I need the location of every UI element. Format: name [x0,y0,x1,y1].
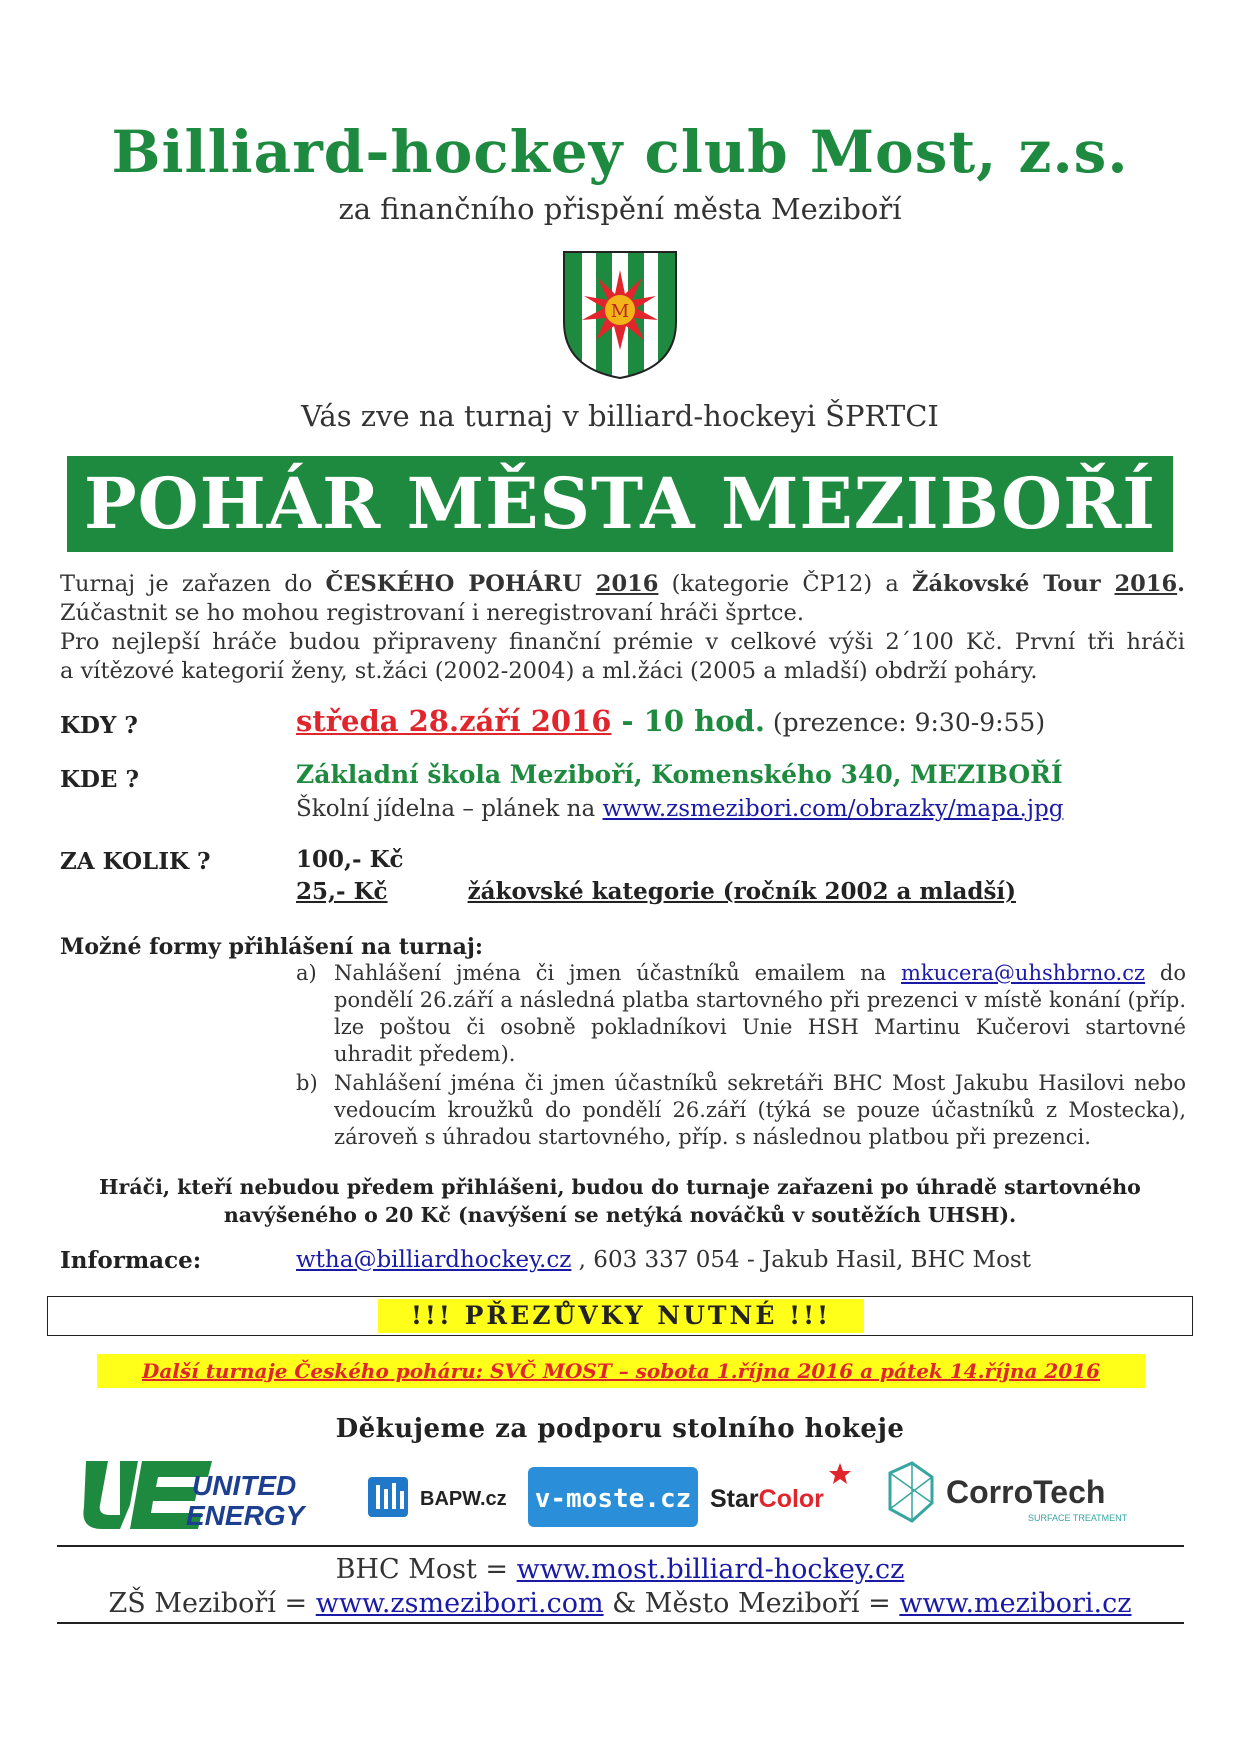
fee-label: ZA KOLIK ? [60,848,211,875]
registration-title: Možné formy přihlášení na turnaj: [60,934,483,960]
united-text: UNITED [192,1470,297,1501]
registration-option-b: b) Nahlášení jména či jmen účastníků sekretáři BHC Most Jakubu Hasilovi nebo vedoucím kroužků do pondělí 26.září (týká se pouze účastníků z Mostecka), zároveň s úhradou startovného, příp. s následnou platbou při prezenci. [296,1071,1186,1149]
bapw-text: BAPW.cz [420,1488,507,1510]
town-crest-icon [562,250,678,380]
info-label: Informace: [60,1247,202,1274]
bhc-website-link[interactable]: www.most.billiard-hockey.cz [516,1554,905,1585]
next-events: Další turnaje Českého poháru: SVČ MOST – sobota 1.října 2016 a pátek 14.října 2016 [97,1354,1145,1388]
info-value: wtha@billiardhockey.cz , 603 337 054 - Jakub Hasil, BHC Most [296,1247,1031,1273]
fee-youth: 25,- Kč žákovské kategorie (ročník 2002 a mladší) [296,878,1017,905]
info-email-link[interactable]: wtha@billiardhockey.cz [296,1247,572,1273]
slippers-notice [47,1296,1193,1336]
v-moste-text: v-moste.cz [534,1484,692,1514]
club-title: Billiard-hockey club Most, z.s. [111,118,1129,186]
tournament-banner: POHÁR MĚSTA MEZIBOŘÍ [67,456,1173,552]
late-registration-warning: Hráči, kteří nebudou předem přihlášeni, budou do turnaje zařazeni po úhradě startovného navýšeného o 20 Kč (navýšení se netýká nováčků v soutěžích UHSH). [99,1175,1141,1227]
thanks-heading: Děkujeme za podporu stolního hokeje [335,1414,905,1444]
united-energy-logo [83,1461,306,1531]
starcolor-logo [710,1463,851,1513]
when-label: KDY ? [60,712,138,739]
map-link[interactable]: www.zsmezibori.com/obrazky/mapa.jpg [602,796,1064,822]
footer-divider [57,1545,1184,1547]
school-website-link[interactable]: www.zsmezibori.com [315,1588,604,1619]
registration-email-link[interactable]: mkucera@uhshbrno.cz [901,961,1146,985]
venue-note: Školní jídelna – plánek na www.zsmezibori.com/obrazky/mapa.jpg [296,796,1064,822]
invitation-line: Vás zve na turnaj v billiard-hockeyi ŠPRTCI [301,399,939,433]
when-value: středa 28.září 2016 - 10 hod. (prezence: 9:30-9:55) [296,704,1046,738]
star-icon [829,1463,851,1484]
venue: Základní škola Meziboří, Komenského 340, MEZIBOŘÍ [296,760,1063,789]
registration-option-a: a) Nahlášení jména či jmen účastníků emailem na mkucera@uhshbrno.cz do pondělí 26.září a následná platba startovného při prezenci v místě konání (příp. lze poštou či osobně pokladníkovi Unie HSH Martinu Kučerovi startovné uhradit předem). [296,961,1186,1066]
slippers-text: !!! PŘEZŮVKY NUTNÉ !!! [378,1299,864,1333]
footer-line-1: BHC Most = www.most.billiard-hockey.cz [335,1554,905,1585]
footer-divider-bottom [57,1622,1184,1624]
registration-options [296,960,1186,1153]
town-website-link[interactable]: www.mezibori.cz [899,1588,1132,1619]
sponsor-logos [80,1455,1165,1535]
v-moste-logo [528,1467,698,1527]
fee-adult: 100,- Kč [296,846,404,873]
crest-letter: M [610,301,630,322]
corrotech-subtext: SURFACE TREATMENT [1028,1513,1128,1523]
where-label: KDE ? [60,766,139,793]
intro-paragraph: Turnaj je zařazen do ČESKÉHO POHÁRU 2016 (kategorie ČP12) a Žákovské Tour 2016. Zúčastnit se ho mohou registrovaní i neregistrovaní hráči šprtce. Pro nejlepší hráče budou připraveny finanční prémie v celkové výši 2´100 Kč. První tři hráči a vítězové kategorií ženy, st.žáci (2002-2004) a ml.žáci (2005 a mladší) obdrží poháry. [60,571,1185,684]
footer-line-2: ZŠ Meziboří = www.zsmezibori.com & Město Meziboří = www.mezibori.cz [108,1588,1132,1619]
corrotech-text: CorroTech [946,1474,1106,1510]
subtitle: za finančního přispění města Meziboří [338,192,902,226]
starcolor-text: StarColor [710,1485,824,1513]
bapw-logo [368,1477,507,1517]
corrotech-logo [890,1463,1128,1523]
energy-text: ENERGY [186,1500,305,1531]
